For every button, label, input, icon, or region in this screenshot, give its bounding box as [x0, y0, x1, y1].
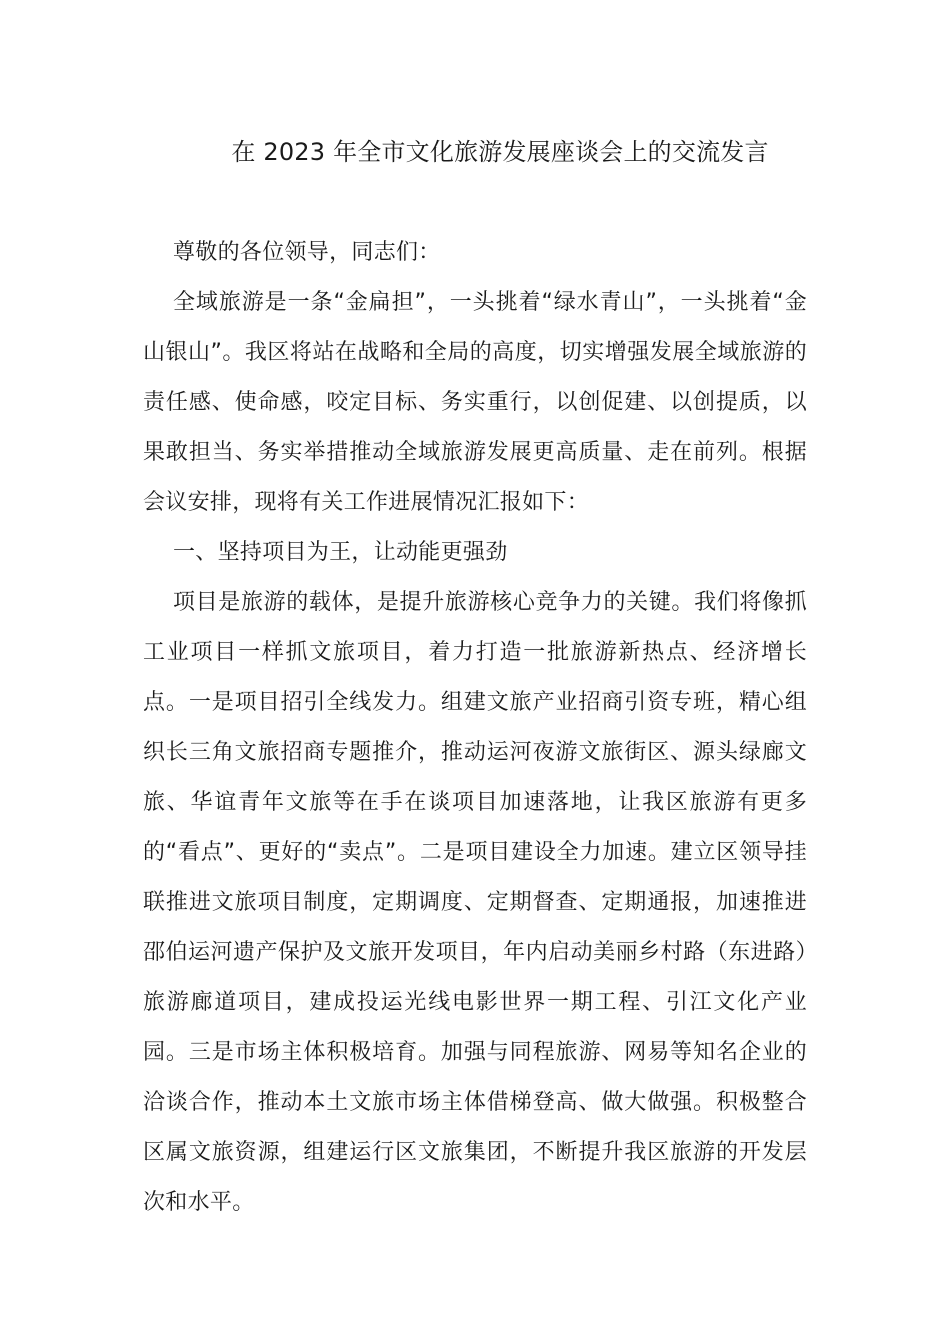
paragraph-section-1: 项目是旅游的载体，是提升旅游核心竞争力的关键。我们将像抓工业项目一样抓文旅项目，着力打造一批旅游新热点、经济增长点。一是项目招引全线发力。组建文旅产业招商引资专班，精心组织长三角文旅招商专题推介，推动运河夜游文旅街区、源头绿廊文旅、华谊青年文旅等在手在谈项目加速落地，让我区旅游有更多的“看点”、更好的“卖点”。二是项目建设全力加速。建立区领导挂联推进文旅项目制度，定期调度、定期督查、定期通报，加速推进邵伯运河遗产保护及文旅开发项目，年内启动美丽乡村路（东进路）旅游廊道项目，建成投运光线电影世界一期工程、引江文化产业园。三是市场主体积极培育。加强与同程旅游、网易等知名企业的洽谈合作，推动本土文旅市场主体借梯登高、做大做强。积极整合区属文旅资源，组建运行区文旅集团，不断提升我区旅游的开发层次和水平。 — [143, 590, 807, 1215]
salutation: 尊敬的各位领导，同志们： — [173, 240, 441, 265]
paragraph-intro: 全域旅游是一条“金扁担”，一头挑着“绿水青山”，一头挑着“金山银山”。我区将站在战略和全局的高度，切实增强发展全域旅游的责任感、使命感，咬定目标、务实重行，以创促建、以创提质，以果敢担当、务实举措推动全域旅游发展更高质量、走在前列。根据会议安排，现将有关工作进展情况汇报如下： — [143, 290, 807, 515]
document-body — [143, 228, 807, 1228]
document-title: 在 2023 年全市文化旅游发展座谈会上的交流发言 — [231, 138, 769, 166]
section-heading-1: 一、坚持项目为王，让动能更强劲 — [173, 540, 508, 565]
